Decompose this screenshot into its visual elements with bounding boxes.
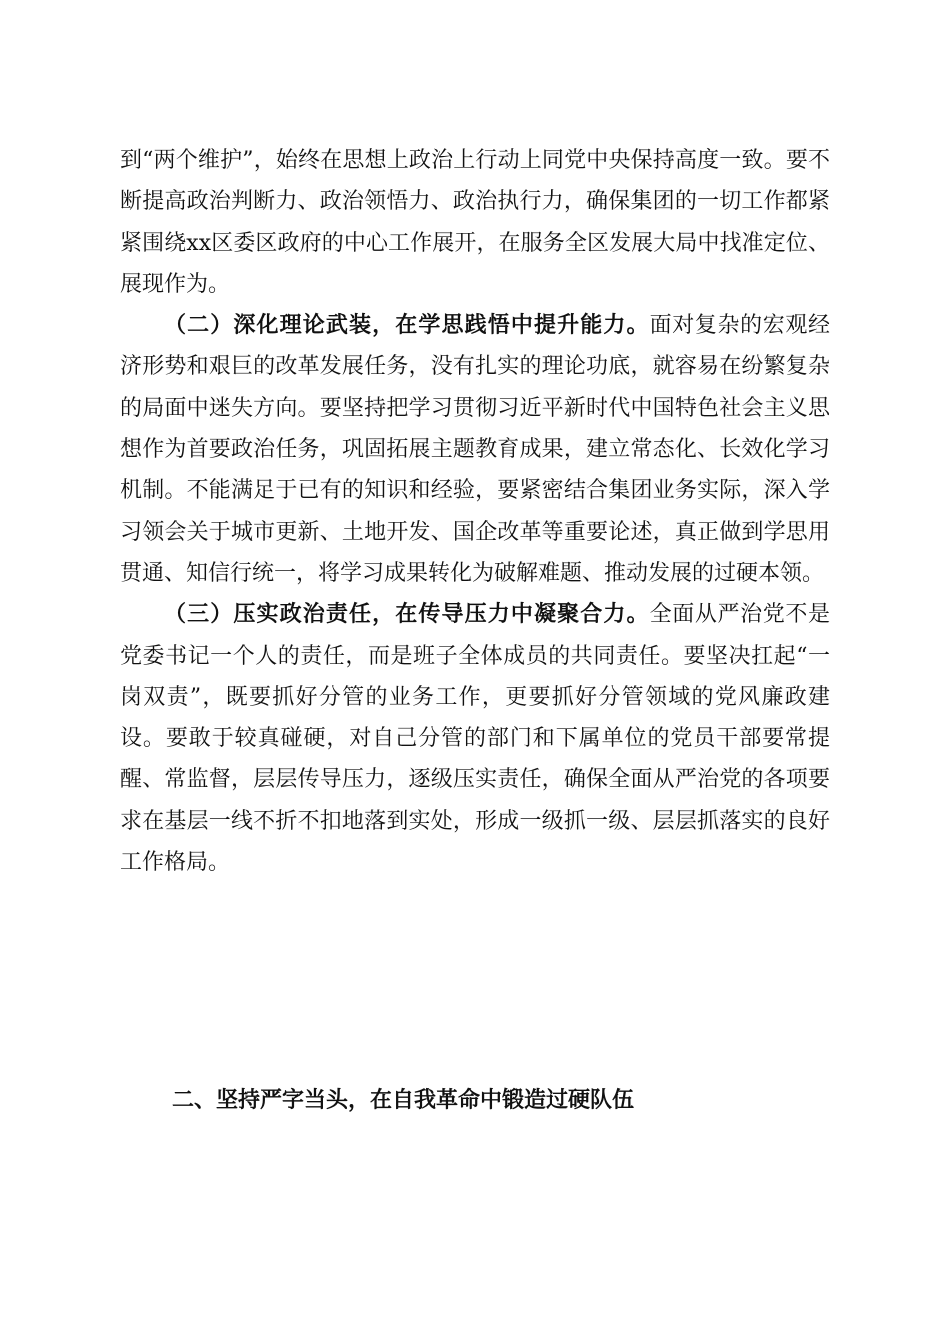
paragraph-continuation	[120, 140, 830, 305]
paragraph-lead: （二）深化理论武装，在学思践悟中提升能力。	[164, 313, 650, 339]
section-heading: 二、坚持严字当头，在自我革命中锻造过硬队伍	[172, 1088, 635, 1113]
paragraph-body: 全面从严治党不是党委书记一个人的责任，而是班子全体成员的共同责任。要坚决扛起“一岗双责”，既要抓好分管的业务工作，更要抓好分管领域的党风廉政建设。要敢于较真碰硬，对自己分管的部门和下属单位的党员干部要常提醒、常监督，层层传导压力，逐级压实责任，确保全面从严治党的各项要求在基层一线不折不扣地落到实处，形成一级抓一级、层层抓落实的良好工作格局。	[120, 602, 830, 876]
document-body	[120, 140, 830, 883]
paragraph-lead: （三）压实政治责任，在传导压力中凝聚合力。	[164, 602, 650, 628]
paragraph-body: 到“两个维护”，始终在思想上政治上行动上同党中央保持高度一致。要不断提高政治判断力、政治领悟力、政治执行力，确保集团的一切工作都紧紧围绕xx区委区政府的中心工作展开，在服务全区发展大局中找准定位、展现作为。	[120, 148, 830, 297]
paragraph-body: 面对复杂的宏观经济形势和艰巨的改革发展任务，没有扎实的理论功底，就容易在纷繁复杂的局面中迷失方向。要坚持把学习贯彻习近平新时代中国特色社会主义思想作为首要政治任务，巩固拓展主题教育成果，建立常态化、长效化学习机制。不能满足于已有的知识和经验，要紧密结合集团业务实际，深入学习领会关于城市更新、土地开发、国企改革等重要论述，真正做到学思用贯通、知信行统一，将学习成果转化为破解难题、推动发展的过硬本领。	[120, 313, 830, 586]
paragraph-2	[120, 305, 830, 594]
paragraph-3	[120, 594, 830, 883]
